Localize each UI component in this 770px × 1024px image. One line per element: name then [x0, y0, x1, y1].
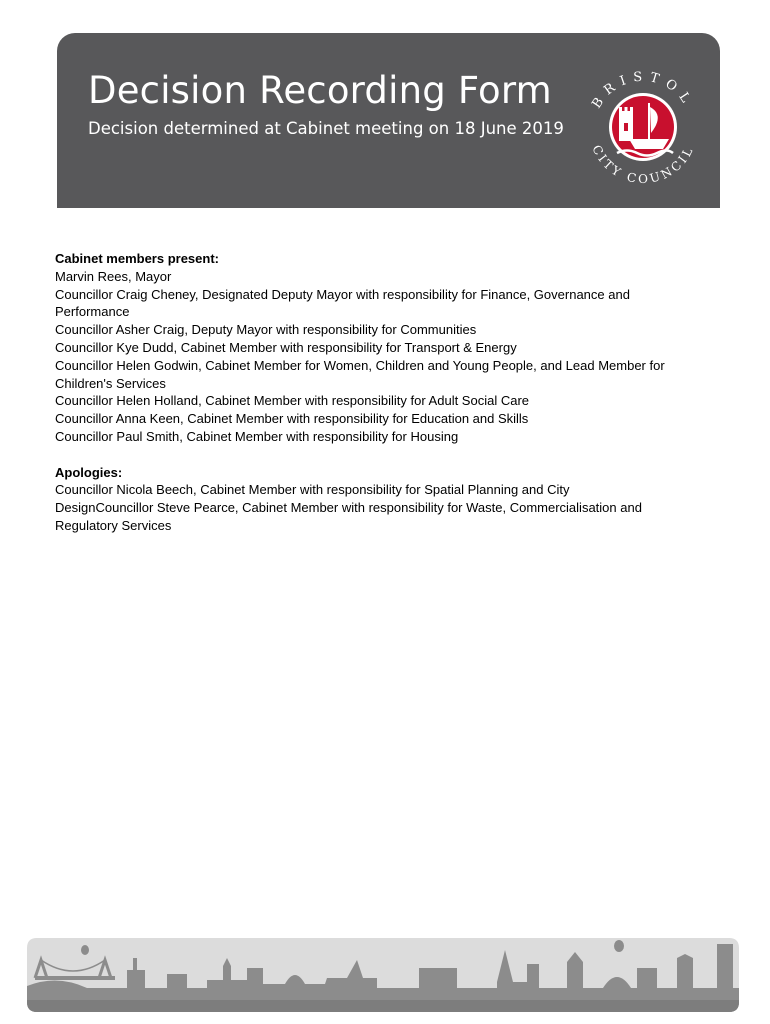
apologies-line: Councillor Nicola Beech, Cabinet Member with responsibility for Spatial Planning and City	[55, 482, 570, 498]
present-line: Marvin Rees, Mayor	[55, 268, 172, 284]
document-body	[55, 250, 735, 535]
page-title: Decision Recording Form	[88, 69, 552, 112]
present-line: Councillor Kye Dudd, Cabinet Member with responsibility for Transport & Energy	[55, 339, 517, 355]
present-line: Councillor Asher Craig, Deputy Mayor with responsibility for Communities	[55, 322, 477, 338]
header-banner	[57, 33, 720, 208]
present-line: Children's Services	[55, 375, 166, 391]
present-line: Councillor Helen Holland, Cabinet Member with responsibility for Adult Social Care	[55, 393, 529, 409]
bristol-city-council-logo	[577, 63, 709, 195]
logo-bottom-text: CITY COUNCIL	[589, 142, 697, 187]
section-spacer	[55, 446, 735, 464]
page-subtitle: Decision determined at Cabinet meeting on 18 June 2019	[88, 119, 564, 138]
present-line: Councillor Paul Smith, Cabinet Member with responsibility for Housing	[55, 428, 459, 444]
present-line: Councillor Craig Cheney, Designated Deputy Mayor with responsibility for Finance, Governance and	[55, 286, 630, 302]
apologies-line: Regulatory Services	[55, 517, 172, 533]
logo-top-text: BRISTOL	[589, 69, 697, 112]
present-line: Councillor Anna Keen, Cabinet Member with responsibility for Education and Skills	[55, 411, 529, 427]
apologies-heading: Apologies:	[55, 464, 123, 480]
present-line: Performance	[55, 304, 130, 320]
present-line: Councillor Helen Godwin, Cabinet Member for Women, Children and Young People, and Lead Member for	[55, 357, 665, 373]
apologies-line: DesignCouncillor Steve Pearce, Cabinet Member with responsibility for Waste, Commercialisation and	[55, 500, 642, 516]
present-heading: Cabinet members present:	[55, 251, 219, 266]
city-skyline-footer	[27, 938, 739, 1012]
